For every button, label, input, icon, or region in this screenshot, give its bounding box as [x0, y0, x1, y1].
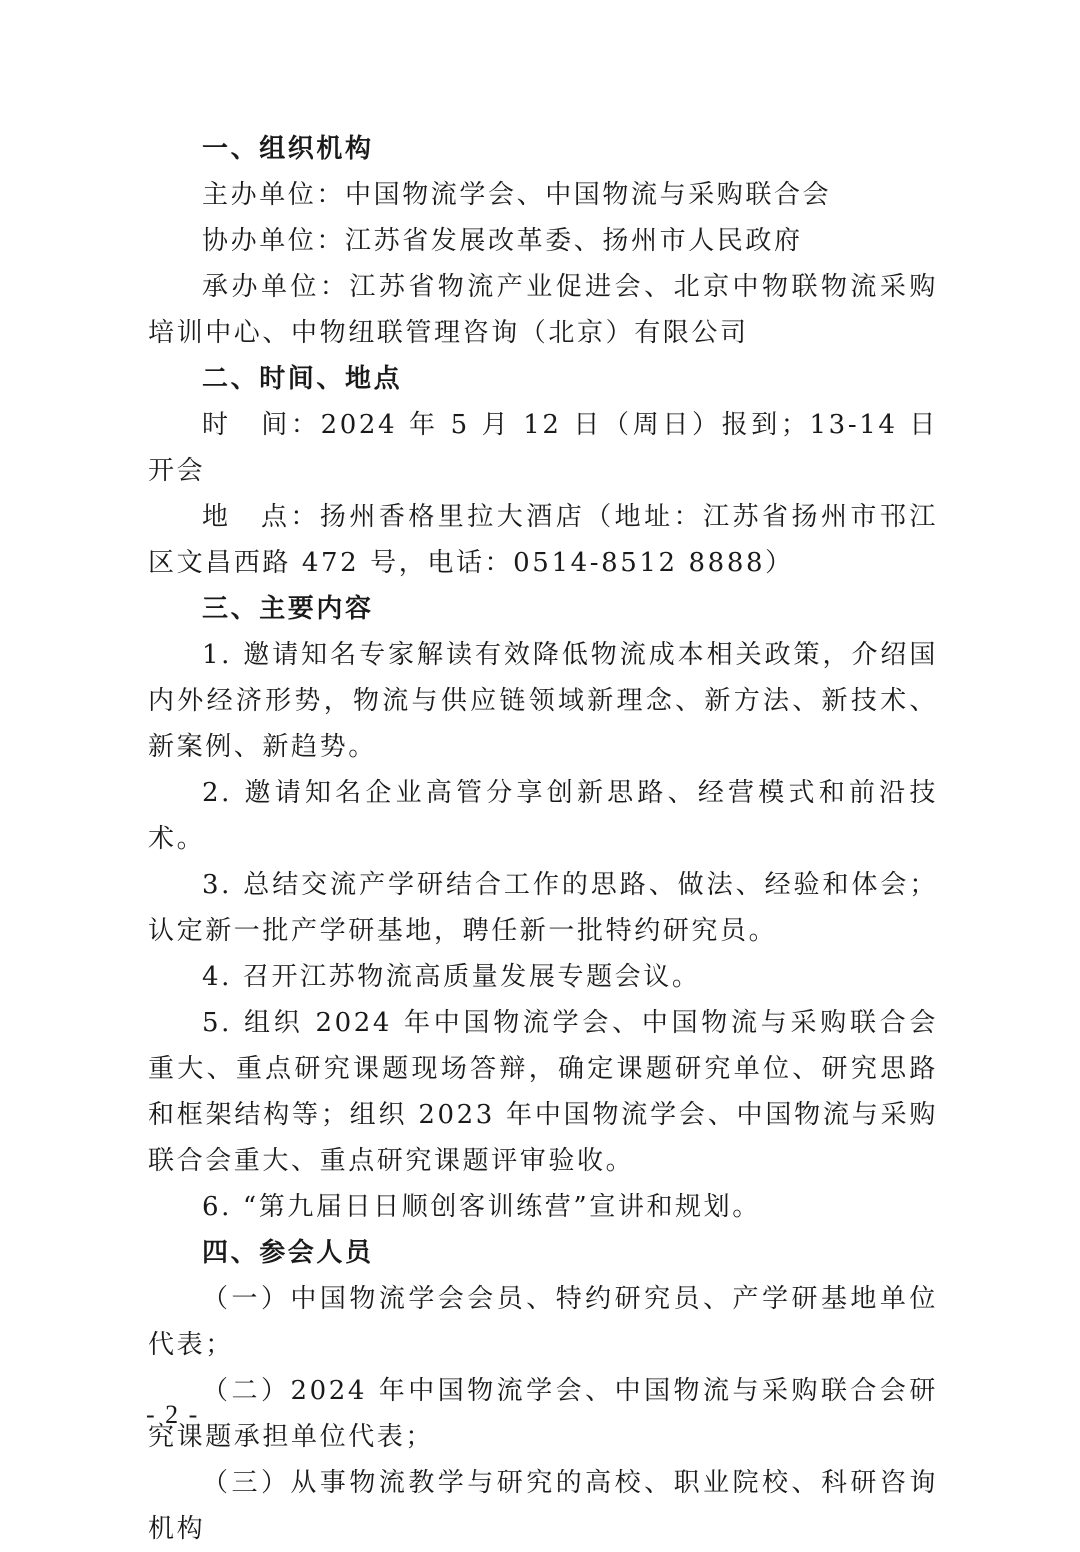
organizer-units: 承办单位：江苏省物流产业促进会、北京中物联物流采购培训中心、中物纽联管理咨询（北京）有限公司	[148, 272, 938, 348]
meeting-time: 时 间：2024 年 5 月 12 日（周日）报到；13-14 日开会	[148, 410, 938, 486]
section-heading-time-location: 二、时间、地点	[202, 364, 403, 394]
section-heading-attendees: 四、参会人员	[202, 1238, 374, 1268]
attendee-item: （二）2024 年中国物流学会、中国物流与采购联合会研究课题承担单位代表；	[148, 1376, 938, 1452]
content-item: 3. 总结交流产学研结合工作的思路、做法、经验和体会；认定新一批产学研基地，聘任新一批特约研究员。	[148, 870, 938, 946]
host-units: 主办单位：中国物流学会、中国物流与采购联合会	[202, 180, 832, 210]
content-item: 6. “第九届日日顺创客训练营”宣讲和规划。	[202, 1192, 761, 1222]
co-host-units: 协办单位：江苏省发展改革委、扬州市人民政府	[202, 226, 803, 256]
attendee-item: （三）从事物流教学与研究的高校、职业院校、科研咨询机构	[148, 1468, 938, 1544]
document-body	[148, 126, 938, 1552]
content-item: 5. 组织 2024 年中国物流学会、中国物流与采购联合会重大、重点研究课题现场答辩，确定课题研究单位、研究思路和框架结构等；组织 2023 年中国物流学会、中国物流与采购联合会重大、重点研究课题评审验收。	[148, 1008, 938, 1176]
attendee-item: （一）中国物流学会会员、特约研究员、产学研基地单位代表；	[148, 1284, 938, 1360]
section-heading-main-content: 三、主要内容	[202, 594, 374, 624]
page-number: - 2 -	[146, 1400, 200, 1429]
content-item: 4. 召开江苏物流高质量发展专题会议。	[202, 962, 701, 992]
content-item: 2. 邀请知名企业高管分享创新思路、经营模式和前沿技术。	[148, 778, 938, 854]
section-heading-organization: 一、组织机构	[202, 134, 374, 164]
meeting-location: 地 点：扬州香格里拉大酒店（地址：江苏省扬州市邗江区文昌西路 472 号，电话：0514-8512 8888）	[148, 502, 938, 578]
content-item: 1. 邀请知名专家解读有效降低物流成本相关政策，介绍国内外经济形势，物流与供应链领域新理念、新方法、新技术、新案例、新趋势。	[148, 640, 938, 762]
